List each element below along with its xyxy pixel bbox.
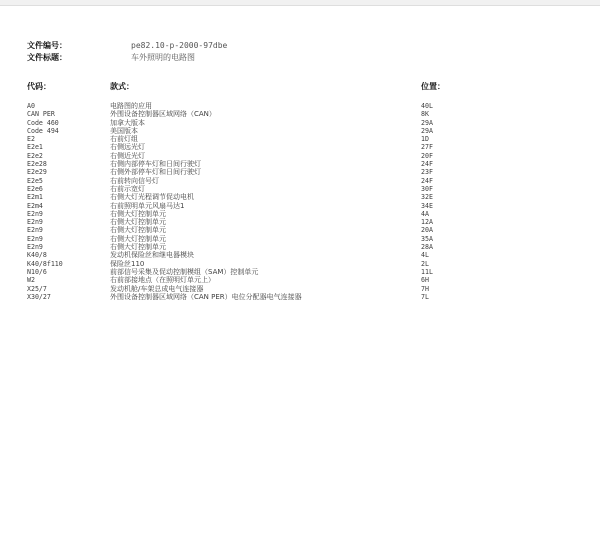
table-row: [27, 185, 587, 193]
table-row: [27, 260, 587, 268]
component-code: E2n9: [27, 243, 43, 252]
component-code: E2e2: [27, 151, 43, 160]
component-position: 20A: [421, 226, 433, 235]
component-description: 右前示宽灯: [110, 184, 145, 193]
component-description: 右侧内部停车灯和日间行驶灯: [110, 160, 201, 169]
component-description: 外围设备控制器区域网络（CAN PER）电位分配器电气连接器: [110, 292, 302, 301]
table-row: [27, 210, 587, 218]
meta-value: 车外照明的电路图: [131, 53, 195, 62]
component-description: 发动机舱/车架总成电气连接器: [110, 284, 204, 293]
component-position: 24F: [421, 160, 433, 169]
component-description: 外围设备控制器区域网络（CAN）: [110, 110, 216, 119]
component-position: 7H: [421, 284, 429, 293]
table-row: [27, 143, 587, 151]
table-row: [27, 127, 587, 135]
component-code: N10/6: [27, 267, 47, 276]
component-position: 32E: [421, 193, 433, 202]
meta-label: 文件编号：: [27, 41, 67, 50]
table-row: [27, 218, 587, 226]
table-row: [27, 110, 587, 118]
table-row: [27, 226, 587, 234]
table-row: [27, 276, 587, 284]
component-description: 右前灯组: [110, 135, 138, 144]
component-position: 8K: [421, 110, 429, 119]
table-row: [27, 235, 587, 243]
component-code: CAN PER: [27, 110, 55, 119]
table-row: [27, 177, 587, 185]
component-description: 前部信号采集及促动控制模组（SAM）控制单元: [110, 267, 259, 276]
component-code: E2e1: [27, 143, 43, 152]
component-position: 35A: [421, 234, 433, 243]
component-position: 29A: [421, 126, 433, 135]
component-position: 20F: [421, 151, 433, 160]
component-code: E2e5: [27, 176, 43, 185]
meta-label: 文件标题：: [27, 53, 67, 62]
component-code: X25/7: [27, 284, 47, 293]
table-row: [27, 152, 587, 160]
component-code: E2n9: [27, 209, 43, 218]
component-description: 加拿大版本: [110, 118, 145, 127]
component-description: 右侧大灯控制单元: [110, 234, 166, 243]
component-position: 24F: [421, 176, 433, 185]
component-code: E2m1: [27, 193, 43, 202]
component-code: E2m4: [27, 201, 43, 210]
component-code: W2: [27, 276, 35, 285]
document-page: [27, 40, 587, 301]
component-code: E2e29: [27, 168, 47, 177]
component-position: 11L: [421, 267, 433, 276]
table-row: [27, 102, 587, 110]
component-code: X30/27: [27, 292, 51, 301]
component-position: 23F: [421, 168, 433, 177]
table-row: [27, 168, 587, 176]
component-description: 右前部接地点（在照明灯单元上）: [110, 276, 215, 285]
table-row: [27, 135, 587, 143]
component-code: K40/8: [27, 251, 47, 260]
component-position: 4A: [421, 209, 429, 218]
component-description: 右侧远光灯: [110, 143, 145, 152]
component-position: 40L: [421, 102, 433, 110]
component-position: 28A: [421, 243, 433, 252]
component-description: 发动机保险丝和继电器模块: [110, 251, 194, 260]
table-row: [27, 160, 587, 168]
component-code: K40/8f110: [27, 259, 63, 268]
table-row: [27, 268, 587, 276]
component-position: 4L: [421, 251, 429, 260]
component-position: 2L: [421, 259, 429, 268]
component-position: 12A: [421, 218, 433, 227]
component-code: E2n9: [27, 234, 43, 243]
description-column-header: 款式：: [110, 82, 134, 91]
component-code: E2e28: [27, 160, 47, 169]
component-code: E2n9: [27, 226, 43, 235]
component-description: 右侧大灯控制单元: [110, 218, 166, 227]
table-row: [27, 243, 587, 251]
component-description: 右侧近光灯: [110, 151, 145, 160]
component-position: 34E: [421, 201, 433, 210]
component-description: 右侧外部停车灯和日间行驶灯: [110, 168, 201, 177]
table-row: [27, 251, 587, 259]
component-position: 6H: [421, 276, 429, 285]
table-row: [27, 293, 587, 301]
component-description: 右侧大灯控制单元: [110, 209, 166, 218]
component-description: 右侧大灯控制单元: [110, 226, 166, 235]
component-code: E2n9: [27, 218, 43, 227]
component-description: 右前转向信号灯: [110, 176, 159, 185]
component-code: Code 460: [27, 118, 59, 127]
meta-value: pe82.10-p-2000-97dbe: [131, 41, 228, 50]
component-description: 右侧大灯光程调节促动电机: [110, 193, 194, 202]
table-header: [27, 81, 587, 93]
component-position: 7L: [421, 292, 429, 301]
component-code: E2: [27, 135, 35, 144]
component-description: 右侧大灯控制单元: [110, 243, 166, 252]
document-meta: [27, 40, 587, 64]
top-toolbar-strip: [0, 0, 600, 6]
table-row: [27, 285, 587, 293]
table-row: [27, 202, 587, 210]
position-column-header: 位置：: [421, 82, 445, 91]
meta-row: [27, 52, 587, 64]
component-position: 29A: [421, 118, 433, 127]
table-row: [27, 193, 587, 201]
component-position: 27F: [421, 143, 433, 152]
component-description: 右前照明单元风扇马达1: [110, 201, 185, 210]
component-description: 保险丝110: [110, 259, 145, 268]
component-description: 电路图的应用: [110, 102, 152, 110]
component-list: [27, 102, 587, 301]
component-code: A0: [27, 102, 35, 110]
meta-row: [27, 40, 587, 52]
code-column-header: 代码：: [27, 82, 51, 91]
component-code: E2e6: [27, 184, 43, 193]
table-row: [27, 119, 587, 127]
component-description: 美国版本: [110, 126, 138, 135]
component-code: Code 494: [27, 126, 59, 135]
component-position: 30F: [421, 184, 433, 193]
component-position: 1D: [421, 135, 429, 144]
